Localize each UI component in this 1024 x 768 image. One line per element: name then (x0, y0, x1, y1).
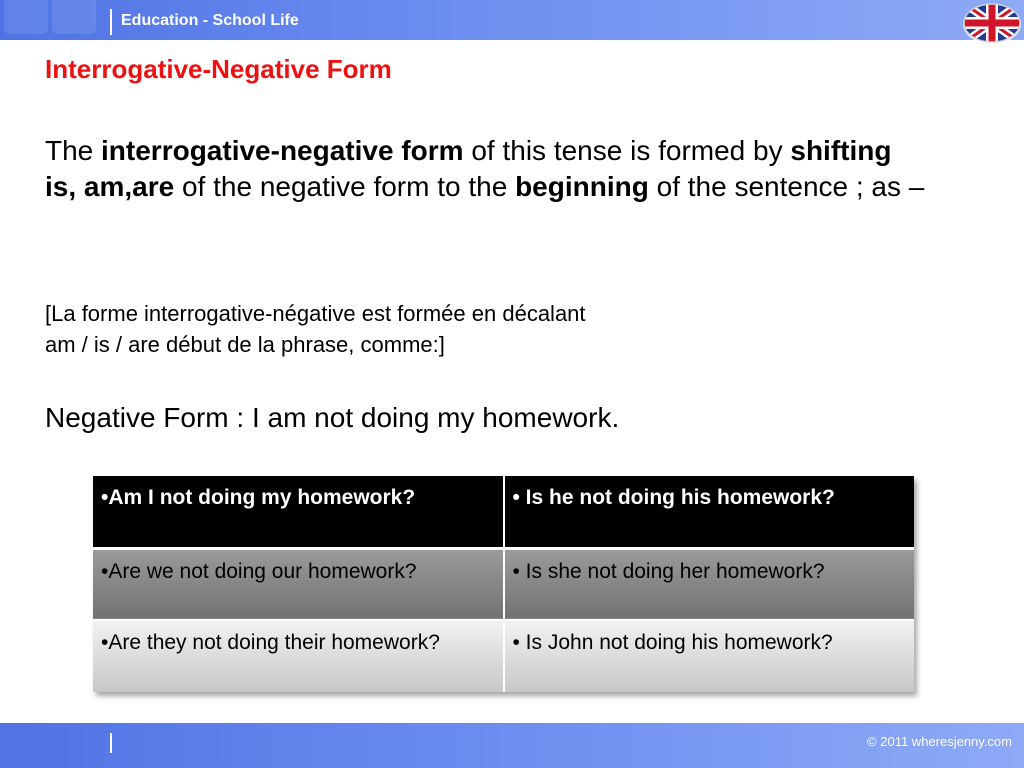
table-cell: • Is John not doing his homework? (504, 620, 915, 692)
para-bold: is, am,are (45, 171, 175, 202)
table-cell: •Am I not doing my homework? (93, 476, 504, 548)
table-row (93, 476, 914, 548)
decor-tile (52, 0, 96, 34)
para-bold: beginning (515, 171, 649, 202)
header-title: Education - School Life (121, 12, 299, 29)
header-band (0, 0, 1024, 40)
french-translation (45, 298, 945, 360)
para-text: The (45, 135, 102, 166)
footer-separator (110, 733, 112, 753)
para-bold: shifting (790, 135, 892, 166)
uk-flag-icon (962, 2, 1022, 44)
para-text: of this tense is formed by (463, 135, 791, 166)
negative-form-example: Negative Form : I am not doing my homework. (45, 402, 620, 433)
para-text: of the sentence ; as – (648, 171, 925, 202)
questions-table (93, 476, 914, 692)
french-line: [La forme interrogative-négative est formée en décalant (45, 301, 586, 326)
table-cell: •Are we not doing our homework? (93, 548, 504, 620)
french-line: am / is / are début de la phrase, comme:] (45, 332, 445, 357)
table-cell: • Is she not doing her homework? (504, 548, 915, 620)
slide-title: Interrogative-Negative Form (45, 54, 392, 84)
table-cell: • Is he not doing his homework? (504, 476, 915, 548)
table-row (93, 620, 914, 692)
copyright-text: © 2011 wheresjenny.com (867, 734, 1012, 749)
para-bold: interrogative-negative form (101, 135, 464, 166)
header-separator (110, 9, 112, 35)
footer-band (0, 723, 1024, 768)
table-row (93, 548, 914, 620)
para-text: of the negative form to the (174, 171, 516, 202)
table-cell: •Are they not doing their homework? (93, 620, 504, 692)
explanation-paragraph (45, 133, 985, 205)
